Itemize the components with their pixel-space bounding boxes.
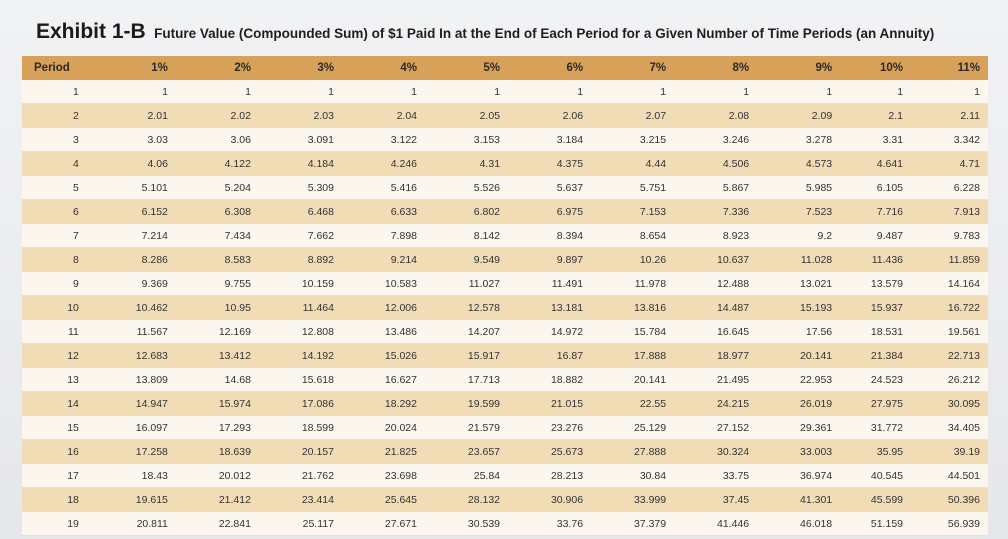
- value-cell: 21.412: [176, 488, 259, 512]
- value-cell: 14.192: [259, 344, 342, 368]
- value-cell: 5.867: [674, 176, 757, 200]
- value-cell: 4.184: [259, 152, 342, 176]
- value-cell: 37.379: [591, 512, 674, 536]
- value-cell: 51.159: [840, 512, 911, 536]
- table-row: [22, 320, 988, 344]
- value-cell: 4.246: [342, 152, 425, 176]
- value-cell: 8.286: [93, 248, 176, 272]
- table-row: [22, 512, 988, 536]
- value-cell: 6.975: [508, 200, 591, 224]
- value-cell: 7.523: [757, 200, 840, 224]
- value-cell: 40.545: [840, 464, 911, 488]
- value-cell: 10.637: [674, 248, 757, 272]
- value-cell: 10.462: [93, 296, 176, 320]
- value-cell: 6.105: [840, 176, 911, 200]
- value-cell: 39.19: [911, 440, 988, 464]
- value-cell: 16.645: [674, 320, 757, 344]
- value-cell: 22.55: [591, 392, 674, 416]
- value-cell: 12.683: [93, 344, 176, 368]
- value-cell: 2.03: [259, 104, 342, 128]
- value-cell: 7.913: [911, 200, 988, 224]
- value-cell: 14.947: [93, 392, 176, 416]
- value-cell: 1: [757, 80, 840, 104]
- value-cell: 7.214: [93, 224, 176, 248]
- value-cell: 25.673: [508, 440, 591, 464]
- table-row: [22, 440, 988, 464]
- table-row: [22, 152, 988, 176]
- value-cell: 9.487: [840, 224, 911, 248]
- value-cell: 13.809: [93, 368, 176, 392]
- value-cell: 4.122: [176, 152, 259, 176]
- value-cell: 18.531: [840, 320, 911, 344]
- table-row: [22, 392, 988, 416]
- value-cell: 5.416: [342, 176, 425, 200]
- value-cell: 13.579: [840, 272, 911, 296]
- table-row: [22, 368, 988, 392]
- value-cell: 1: [840, 80, 911, 104]
- value-cell: 3.153: [425, 128, 508, 152]
- value-cell: 4.71: [911, 152, 988, 176]
- value-cell: 13.021: [757, 272, 840, 296]
- table-row: [22, 296, 988, 320]
- value-cell: 14.164: [911, 272, 988, 296]
- value-cell: 6.308: [176, 200, 259, 224]
- table-row: [22, 224, 988, 248]
- value-cell: 10.95: [176, 296, 259, 320]
- table-row: [22, 176, 988, 200]
- period-cell: 17: [22, 464, 93, 488]
- period-cell: 16: [22, 440, 93, 464]
- column-header-rate: 10%: [840, 56, 911, 80]
- value-cell: 9.549: [425, 248, 508, 272]
- value-cell: 33.76: [508, 512, 591, 536]
- column-header-rate: 11%: [911, 56, 988, 80]
- value-cell: 3.215: [591, 128, 674, 152]
- value-cell: 18.639: [176, 440, 259, 464]
- period-cell: 2: [22, 104, 93, 128]
- column-header-rate: 2%: [176, 56, 259, 80]
- value-cell: 14.68: [176, 368, 259, 392]
- value-cell: 6.802: [425, 200, 508, 224]
- value-cell: 3.278: [757, 128, 840, 152]
- value-cell: 41.301: [757, 488, 840, 512]
- value-cell: 7.898: [342, 224, 425, 248]
- value-cell: 28.213: [508, 464, 591, 488]
- value-cell: 33.75: [674, 464, 757, 488]
- table-row: [22, 464, 988, 488]
- value-cell: 5.985: [757, 176, 840, 200]
- column-header-rate: 1%: [93, 56, 176, 80]
- value-cell: 30.095: [911, 392, 988, 416]
- value-cell: 4.44: [591, 152, 674, 176]
- period-cell: 14: [22, 392, 93, 416]
- value-cell: 22.841: [176, 512, 259, 536]
- value-cell: 13.181: [508, 296, 591, 320]
- value-cell: 18.43: [93, 464, 176, 488]
- value-cell: 2.1: [840, 104, 911, 128]
- period-cell: 8: [22, 248, 93, 272]
- value-cell: 41.446: [674, 512, 757, 536]
- value-cell: 3.342: [911, 128, 988, 152]
- value-cell: 11.491: [508, 272, 591, 296]
- value-cell: 11.859: [911, 248, 988, 272]
- header-row: [22, 56, 988, 80]
- value-cell: 21.762: [259, 464, 342, 488]
- value-cell: 11.978: [591, 272, 674, 296]
- value-cell: 30.539: [425, 512, 508, 536]
- value-cell: 5.751: [591, 176, 674, 200]
- value-cell: 2.05: [425, 104, 508, 128]
- value-cell: 9.755: [176, 272, 259, 296]
- value-cell: 13.412: [176, 344, 259, 368]
- value-cell: 14.207: [425, 320, 508, 344]
- value-cell: 20.157: [259, 440, 342, 464]
- value-cell: 2.11: [911, 104, 988, 128]
- value-cell: 20.141: [591, 368, 674, 392]
- value-cell: 7.153: [591, 200, 674, 224]
- value-cell: 2.08: [674, 104, 757, 128]
- value-cell: 27.671: [342, 512, 425, 536]
- column-header-rate: 6%: [508, 56, 591, 80]
- value-cell: 16.627: [342, 368, 425, 392]
- value-cell: 15.937: [840, 296, 911, 320]
- value-cell: 33.003: [757, 440, 840, 464]
- table-row: [22, 200, 988, 224]
- value-cell: 20.024: [342, 416, 425, 440]
- value-cell: 2.04: [342, 104, 425, 128]
- value-cell: 56.939: [911, 512, 988, 536]
- value-cell: 23.414: [259, 488, 342, 512]
- value-cell: 3.091: [259, 128, 342, 152]
- table-row: [22, 248, 988, 272]
- value-cell: 15.784: [591, 320, 674, 344]
- value-cell: 3.246: [674, 128, 757, 152]
- value-cell: 1: [425, 80, 508, 104]
- value-cell: 7.336: [674, 200, 757, 224]
- column-header-rate: 4%: [342, 56, 425, 80]
- value-cell: 22.953: [757, 368, 840, 392]
- value-cell: 4.641: [840, 152, 911, 176]
- value-cell: 50.396: [911, 488, 988, 512]
- value-cell: 12.808: [259, 320, 342, 344]
- value-cell: 18.977: [674, 344, 757, 368]
- value-cell: 6.228: [911, 176, 988, 200]
- value-cell: 1: [259, 80, 342, 104]
- table-row: [22, 80, 988, 104]
- value-cell: 5.309: [259, 176, 342, 200]
- value-cell: 17.713: [425, 368, 508, 392]
- value-cell: 21.579: [425, 416, 508, 440]
- value-cell: 8.923: [674, 224, 757, 248]
- value-cell: 9.897: [508, 248, 591, 272]
- value-cell: 2.01: [93, 104, 176, 128]
- value-cell: 1: [93, 80, 176, 104]
- value-cell: 21.825: [342, 440, 425, 464]
- value-cell: 30.906: [508, 488, 591, 512]
- value-cell: 3.06: [176, 128, 259, 152]
- value-cell: 30.324: [674, 440, 757, 464]
- period-cell: 12: [22, 344, 93, 368]
- value-cell: 25.117: [259, 512, 342, 536]
- value-cell: 17.086: [259, 392, 342, 416]
- column-header-period: Period: [22, 56, 93, 80]
- value-cell: 1: [674, 80, 757, 104]
- value-cell: 26.019: [757, 392, 840, 416]
- value-cell: 13.816: [591, 296, 674, 320]
- value-cell: 46.018: [757, 512, 840, 536]
- value-cell: 21.384: [840, 344, 911, 368]
- value-cell: 16.722: [911, 296, 988, 320]
- value-cell: 22.713: [911, 344, 988, 368]
- value-cell: 7.716: [840, 200, 911, 224]
- value-cell: 6.468: [259, 200, 342, 224]
- value-cell: 23.657: [425, 440, 508, 464]
- value-cell: 2.02: [176, 104, 259, 128]
- period-cell: 1: [22, 80, 93, 104]
- value-cell: 17.888: [591, 344, 674, 368]
- period-cell: 19: [22, 512, 93, 536]
- value-cell: 14.972: [508, 320, 591, 344]
- table-row: [22, 104, 988, 128]
- period-cell: 7: [22, 224, 93, 248]
- value-cell: 21.495: [674, 368, 757, 392]
- value-cell: 15.026: [342, 344, 425, 368]
- period-cell: 5: [22, 176, 93, 200]
- column-header-rate: 9%: [757, 56, 840, 80]
- value-cell: 30.84: [591, 464, 674, 488]
- value-cell: 15.193: [757, 296, 840, 320]
- value-cell: 44.501: [911, 464, 988, 488]
- table-row: [22, 272, 988, 296]
- exhibit-label: Exhibit 1-B: [36, 20, 146, 43]
- value-cell: 26.212: [911, 368, 988, 392]
- table-body: [22, 80, 988, 536]
- value-cell: 45.599: [840, 488, 911, 512]
- value-cell: 21.015: [508, 392, 591, 416]
- value-cell: 35.95: [840, 440, 911, 464]
- value-cell: 3.31: [840, 128, 911, 152]
- value-cell: 5.101: [93, 176, 176, 200]
- value-cell: 5.526: [425, 176, 508, 200]
- value-cell: 10.26: [591, 248, 674, 272]
- value-cell: 19.561: [911, 320, 988, 344]
- value-cell: 6.633: [342, 200, 425, 224]
- value-cell: 10.159: [259, 272, 342, 296]
- value-cell: 9.2: [757, 224, 840, 248]
- value-cell: 2.07: [591, 104, 674, 128]
- value-cell: 17.56: [757, 320, 840, 344]
- value-cell: 24.215: [674, 392, 757, 416]
- period-cell: 18: [22, 488, 93, 512]
- value-cell: 3.122: [342, 128, 425, 152]
- value-cell: 16.87: [508, 344, 591, 368]
- value-cell: 19.615: [93, 488, 176, 512]
- value-cell: 4.31: [425, 152, 508, 176]
- value-cell: 15.618: [259, 368, 342, 392]
- value-cell: 6.152: [93, 200, 176, 224]
- value-cell: 20.141: [757, 344, 840, 368]
- table-header: [22, 56, 988, 80]
- table-row: [22, 128, 988, 152]
- value-cell: 27.888: [591, 440, 674, 464]
- value-cell: 8.583: [176, 248, 259, 272]
- value-cell: 28.132: [425, 488, 508, 512]
- value-cell: 9.783: [911, 224, 988, 248]
- value-cell: 8.892: [259, 248, 342, 272]
- value-cell: 9.214: [342, 248, 425, 272]
- value-cell: 23.276: [508, 416, 591, 440]
- period-cell: 4: [22, 152, 93, 176]
- value-cell: 3.03: [93, 128, 176, 152]
- value-cell: 12.578: [425, 296, 508, 320]
- value-cell: 1: [911, 80, 988, 104]
- period-cell: 11: [22, 320, 93, 344]
- value-cell: 4.573: [757, 152, 840, 176]
- value-cell: 8.142: [425, 224, 508, 248]
- value-cell: 18.292: [342, 392, 425, 416]
- value-cell: 15.974: [176, 392, 259, 416]
- value-cell: 1: [508, 80, 591, 104]
- value-cell: 16.097: [93, 416, 176, 440]
- value-cell: 5.204: [176, 176, 259, 200]
- value-cell: 25.84: [425, 464, 508, 488]
- value-cell: 10.583: [342, 272, 425, 296]
- value-cell: 20.012: [176, 464, 259, 488]
- period-cell: 3: [22, 128, 93, 152]
- value-cell: 13.486: [342, 320, 425, 344]
- value-cell: 9.369: [93, 272, 176, 296]
- value-cell: 1: [342, 80, 425, 104]
- value-cell: 5.637: [508, 176, 591, 200]
- value-cell: 27.152: [674, 416, 757, 440]
- period-cell: 9: [22, 272, 93, 296]
- value-cell: 29.361: [757, 416, 840, 440]
- value-cell: 4.375: [508, 152, 591, 176]
- column-header-rate: 8%: [674, 56, 757, 80]
- value-cell: 2.09: [757, 104, 840, 128]
- value-cell: 15.917: [425, 344, 508, 368]
- value-cell: 4.506: [674, 152, 757, 176]
- table-row: [22, 344, 988, 368]
- value-cell: 20.811: [93, 512, 176, 536]
- value-cell: 1: [591, 80, 674, 104]
- value-cell: 31.772: [840, 416, 911, 440]
- period-cell: 6: [22, 200, 93, 224]
- value-cell: 11.027: [425, 272, 508, 296]
- period-cell: 13: [22, 368, 93, 392]
- value-cell: 8.654: [591, 224, 674, 248]
- value-cell: 18.599: [259, 416, 342, 440]
- period-cell: 15: [22, 416, 93, 440]
- value-cell: 17.258: [93, 440, 176, 464]
- value-cell: 2.06: [508, 104, 591, 128]
- value-cell: 25.645: [342, 488, 425, 512]
- value-cell: 34.405: [911, 416, 988, 440]
- value-cell: 14.487: [674, 296, 757, 320]
- annuity-table: [22, 56, 988, 536]
- value-cell: 12.488: [674, 272, 757, 296]
- value-cell: 11.028: [757, 248, 840, 272]
- value-cell: 24.523: [840, 368, 911, 392]
- value-cell: 11.436: [840, 248, 911, 272]
- value-cell: 3.184: [508, 128, 591, 152]
- value-cell: 12.006: [342, 296, 425, 320]
- value-cell: 11.464: [259, 296, 342, 320]
- exhibit-title: [36, 20, 934, 44]
- value-cell: 7.662: [259, 224, 342, 248]
- value-cell: 36.974: [757, 464, 840, 488]
- column-header-rate: 3%: [259, 56, 342, 80]
- value-cell: 12.169: [176, 320, 259, 344]
- value-cell: 4.06: [93, 152, 176, 176]
- value-cell: 37.45: [674, 488, 757, 512]
- value-cell: 19.599: [425, 392, 508, 416]
- value-cell: 11.567: [93, 320, 176, 344]
- value-cell: 27.975: [840, 392, 911, 416]
- column-header-rate: 7%: [591, 56, 674, 80]
- value-cell: 8.394: [508, 224, 591, 248]
- table-row: [22, 416, 988, 440]
- value-cell: 33.999: [591, 488, 674, 512]
- period-cell: 10: [22, 296, 93, 320]
- value-cell: 1: [176, 80, 259, 104]
- value-cell: 7.434: [176, 224, 259, 248]
- value-cell: 25.129: [591, 416, 674, 440]
- column-header-rate: 5%: [425, 56, 508, 80]
- table-row: [22, 488, 988, 512]
- value-cell: 23.698: [342, 464, 425, 488]
- exhibit-description: Future Value (Compounded Sum) of $1 Paid In at the End of Each Period for a Given Number of Time Periods (an Annuity): [154, 26, 935, 41]
- value-cell: 17.293: [176, 416, 259, 440]
- value-cell: 18.882: [508, 368, 591, 392]
